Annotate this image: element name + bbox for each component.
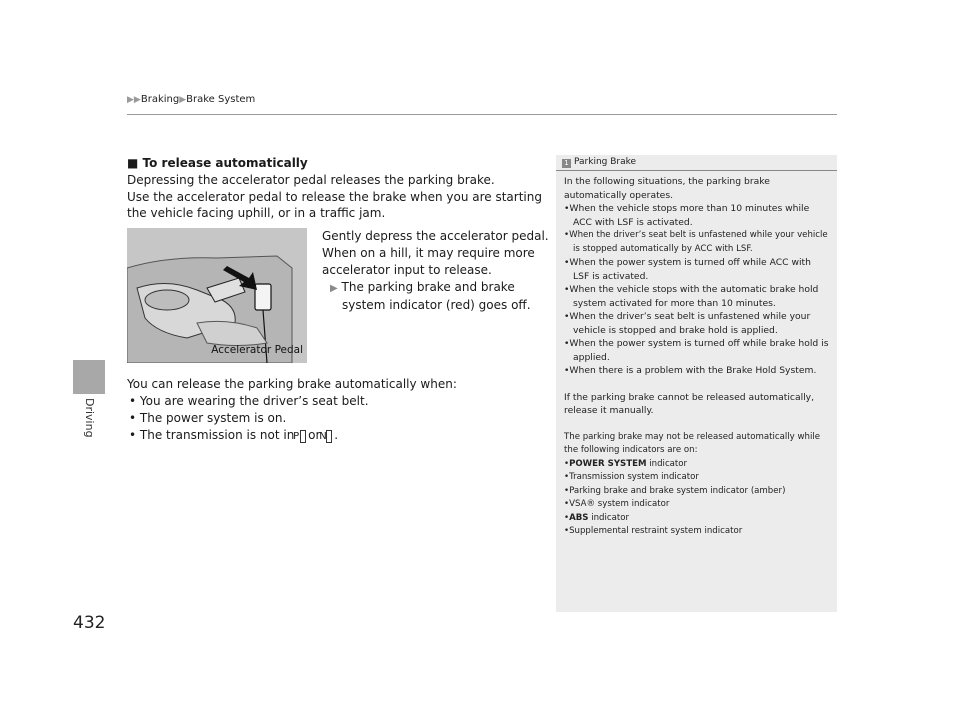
section-heading [127, 155, 547, 172]
breadcrumb-item-brake-system[interactable]: Brake System [186, 94, 256, 105]
instruction-line: Gently depress the accelerator pedal. [322, 229, 549, 244]
condition-item [564, 337, 829, 364]
sidebar-intro: In the following situations, the parking brake automatically operates. [564, 176, 770, 201]
indicator-item [564, 485, 829, 499]
list-item [127, 427, 547, 444]
condition-text: When the vehicle stops with the automatic brake hold system activated for more than 10 minutes. [569, 284, 819, 309]
indicator-item [564, 498, 829, 512]
section-tab[interactable] [73, 360, 105, 394]
condition-item [564, 256, 829, 283]
condition-item [564, 229, 829, 256]
list-intro: You can release the parking brake automatically when: [127, 377, 457, 392]
condition-text: When the driver’s seat belt is unfastened while your vehicle is stopped automatically by ACC with LSF. [569, 230, 828, 254]
indicator-item [564, 471, 829, 485]
result-arrow-icon: ▶ [330, 282, 338, 294]
condition-text: When the vehicle stops more than 10 minutes while ACC with LSF is activated. [569, 203, 810, 228]
header-divider [127, 114, 837, 115]
sidebar-header [556, 155, 837, 171]
bullet-icon: • [564, 365, 570, 376]
breadcrumb-arrow-icon: ▶ [179, 95, 187, 105]
bullet-icon: • [564, 284, 570, 295]
result-text: The parking brake and brake system indicator (red) goes off. [341, 279, 531, 313]
section-tab-label-wrap [82, 398, 98, 438]
bullet-icon: • [564, 203, 570, 214]
condition-item [564, 283, 829, 310]
bullet-icon: • [564, 257, 570, 268]
indicator-item [564, 458, 829, 472]
sidebar-body [556, 171, 837, 539]
key-n-badge: N [326, 430, 332, 443]
bullet-icon: • [129, 410, 137, 425]
condition-item [564, 364, 829, 378]
indicator-text: Supplemental restraint system indicator [569, 526, 743, 536]
breadcrumb-arrow-icon: ▶▶ [127, 95, 141, 105]
release-conditions [127, 376, 547, 443]
bullet-icon: • [564, 485, 570, 496]
bullet-icon: • [564, 311, 570, 322]
bullet-icon: • [564, 472, 570, 482]
page-number: 432 [73, 613, 106, 633]
list-item-text: or [308, 427, 321, 442]
bullet-icon: • [564, 499, 570, 509]
instruction-block [322, 228, 552, 314]
bullet-icon: • [564, 458, 570, 469]
condition-item [564, 202, 829, 229]
bullet-icon: • [129, 427, 137, 442]
bullet-icon: • [564, 512, 570, 523]
list-item-text: The transmission is not in [139, 427, 295, 442]
condition-text: When the driver’s seat belt is unfastened while your vehicle is stopped and brake hold is applied. [569, 311, 811, 336]
list-item-text: You are wearing the driver’s seat belt. [139, 393, 369, 408]
sidebar-note [556, 155, 837, 612]
main-content [127, 155, 547, 443]
instruction-line: When on a hill, it may require more accelerator input to release. [322, 245, 535, 277]
section-tab-label: Driving [83, 398, 96, 438]
list-item [127, 410, 547, 427]
breadcrumb-item-braking[interactable]: Braking [140, 94, 180, 105]
bullet-icon: • [564, 338, 570, 349]
bullet-icon: • [564, 230, 570, 240]
note-number-icon: 1 [562, 159, 571, 168]
breadcrumb [127, 94, 255, 105]
accelerator-pedal-illustration [127, 228, 307, 363]
indicator-item [564, 525, 829, 539]
sidebar-note-indicators: The parking brake may not be released automatically while the following indicators are on: [564, 431, 821, 455]
paragraph: Use the accelerator pedal to release the brake when you are starting the vehicle facing uphill, or in a traffic jam. [127, 189, 542, 221]
sidebar-title[interactable]: Parking Brake [574, 157, 637, 168]
indicator-text: Transmission system indicator [569, 472, 699, 482]
paragraph: Depressing the accelerator pedal releases the parking brake. [127, 172, 495, 187]
key-p-badge: P [300, 430, 306, 443]
condition-text: When the power system is turned off while brake hold is applied. [569, 338, 829, 363]
condition-text: When the power system is turned off while ACC with LSF is activated. [569, 257, 811, 282]
sidebar-note-manual: If the parking brake cannot be released automatically, release it manually. [564, 391, 815, 416]
indicator-text: Parking brake and brake system indicator (amber) [569, 485, 786, 496]
indicator-text: VSA® system indicator [569, 499, 670, 509]
indicator-name: POWER SYSTEM [569, 458, 647, 469]
condition-text: When there is a problem with the Brake Hold System. [569, 365, 817, 376]
figure-caption: Accelerator Pedal [211, 344, 303, 357]
heading-text: To release automatically [142, 156, 308, 170]
list-item-text: . [334, 427, 339, 442]
bullet-icon: • [129, 393, 137, 408]
indicator-text: indicator [588, 512, 630, 523]
list-item-text: The power system is on. [139, 410, 287, 425]
condition-item [564, 310, 829, 337]
indicator-name: ABS [569, 512, 589, 523]
indicator-item [564, 512, 829, 526]
instruction-result [322, 279, 552, 315]
bullet-icon: • [564, 526, 570, 536]
square-bullet-icon: ■ [127, 156, 139, 170]
list-item [127, 393, 547, 410]
indicator-text: indicator [646, 458, 688, 469]
figure-row [127, 228, 547, 366]
